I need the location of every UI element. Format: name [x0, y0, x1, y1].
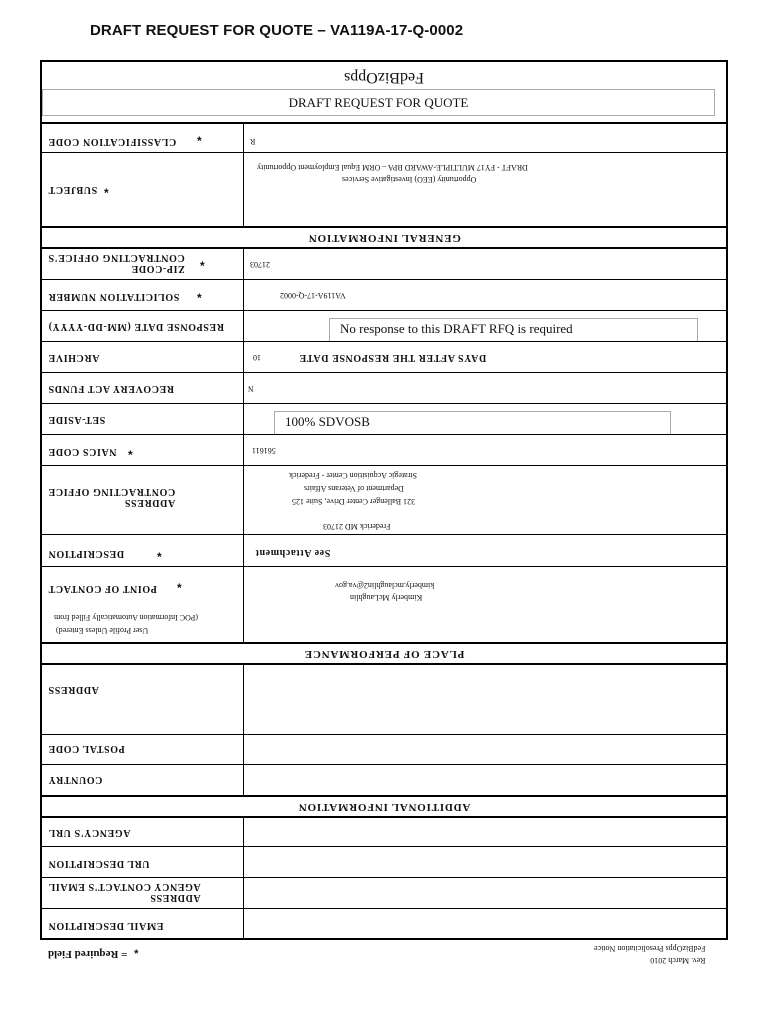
solicitation-number-value[interactable]: VA119A-17-Q-0002 [280, 291, 346, 300]
notice-type-field[interactable]: DRAFT REQUEST FOR QUOTE [42, 89, 715, 116]
column-divider [243, 122, 244, 226]
form-footer-notice: FedBizOpps Presolicitation Notice Rev. March 2010 [594, 944, 706, 965]
required-asterisk: * [128, 448, 133, 462]
subject-value-line1[interactable]: DRAFT - FY17 MULTIPLE-AWARD BPA – ORM Equal Employment Opportunity [257, 163, 528, 172]
divider [42, 764, 726, 765]
subject-label: SUBJECT [48, 184, 98, 195]
divider [42, 908, 726, 909]
country-label: COUNTRY [48, 774, 103, 785]
divider [42, 226, 726, 228]
divider [42, 279, 726, 280]
description-label: DESCRIPTION [48, 548, 125, 559]
divider [42, 663, 726, 665]
solicitation-number-label: SOLICITATION NUMBER [48, 291, 180, 302]
required-field-legend: = Required Field * [48, 948, 139, 960]
divider [42, 566, 726, 567]
set-aside-input[interactable]: 100% SDVOSB [274, 411, 671, 435]
required-asterisk: * [177, 581, 182, 595]
email-description-label: EMAIL DESCRIPTION [48, 920, 164, 931]
divider [42, 642, 726, 644]
divider [42, 877, 726, 878]
divider [42, 310, 726, 311]
divider [42, 734, 726, 735]
required-asterisk: * [157, 550, 162, 564]
divider [42, 434, 726, 435]
poc-email-value[interactable]: kimberly.mclaughlin2@va.gov [335, 581, 435, 590]
divider [42, 465, 726, 466]
required-asterisk: * [200, 259, 205, 273]
required-asterisk: * [197, 291, 202, 305]
divider [42, 372, 726, 373]
divider [42, 152, 726, 153]
divider [42, 247, 726, 249]
naics-code-value[interactable]: 561611 [252, 446, 276, 455]
classification-code-value[interactable]: R [250, 137, 256, 146]
agency-url-label: AGENCY'S URL [48, 827, 131, 838]
section-general-information: GENERAL INFORMATION [307, 232, 461, 244]
recovery-act-funds-label: RECOVERY ACT FUNDS [48, 383, 175, 394]
naics-code-label: NAICS CODE [48, 446, 117, 457]
response-date-input[interactable]: No response to this DRAFT RFQ is required [329, 318, 698, 342]
form-frame [40, 60, 728, 940]
zip-code-label: CONTRACTING OFFICE'S ZIP-CODE [48, 252, 185, 274]
divider [42, 846, 726, 847]
divider [42, 795, 726, 797]
divider [42, 816, 726, 818]
office-address-line1[interactable]: Strategic Acquisition Center - Frederick [289, 471, 417, 480]
divider [42, 534, 726, 535]
classification-code-label: CLASSIFICATION CODE [48, 136, 177, 147]
description-value[interactable]: See Attachment [255, 547, 331, 558]
column-divider [243, 247, 244, 642]
archive-label: ARCHIVE [48, 352, 100, 363]
column-divider [243, 663, 244, 795]
poc-note-line1: (POC Information Automatically Filled from [54, 613, 198, 622]
contracting-office-address-label: CONTRACTING OFFICE ADDRESS [48, 486, 176, 508]
archive-days-value[interactable]: 10 [253, 353, 261, 362]
set-aside-label: SET-ASIDE [48, 414, 106, 425]
poc-note-line2: User Profile Unless Entered) [56, 626, 149, 635]
required-asterisk: * [104, 186, 109, 200]
system-name: FedBizOpps [344, 69, 424, 86]
recovery-act-funds-value[interactable]: N [248, 384, 254, 393]
divider [42, 341, 726, 342]
office-address-line4[interactable]: Frederick MD 21703 [323, 522, 391, 531]
divider [42, 403, 726, 404]
required-asterisk: * [197, 134, 202, 148]
section-additional-information: ADDITIONAL INFORMATION [297, 801, 471, 813]
point-of-contact-label: POINT OF CONTACT [48, 583, 157, 594]
zip-code-value[interactable]: 21703 [250, 260, 270, 269]
column-divider [243, 816, 244, 940]
office-address-line3[interactable]: 321 Ballenger Center Drive, Suite 125 [292, 497, 416, 506]
divider [42, 122, 726, 124]
subject-value-line2[interactable]: Opportunity (EEO) Investigative Services [342, 175, 477, 184]
archive-days-suffix: DAYS AFTER THE RESPONSE DATE [299, 352, 487, 363]
office-address-line2[interactable]: Department of Veterans Affairs [304, 484, 404, 493]
poc-name-value[interactable]: Kimberly McLaughlin [350, 593, 423, 602]
postal-code-label: POSTAL CODE [48, 743, 125, 754]
page-title: DRAFT REQUEST FOR QUOTE – VA119A-17-Q-0002 [90, 22, 464, 39]
form-header [42, 62, 726, 92]
response-date-label: RESPONSE DATE (MM-DD-YYYY) [48, 321, 224, 332]
place-address-label: ADDRESS [48, 684, 99, 695]
section-place-of-performance: PLACE OF PERFORMANCE [303, 648, 465, 660]
agency-contact-email-label: AGENCY CONTACT'S EMAIL ADDRESS [48, 881, 201, 903]
url-description-label: URL DESCRIPTION [48, 858, 150, 869]
